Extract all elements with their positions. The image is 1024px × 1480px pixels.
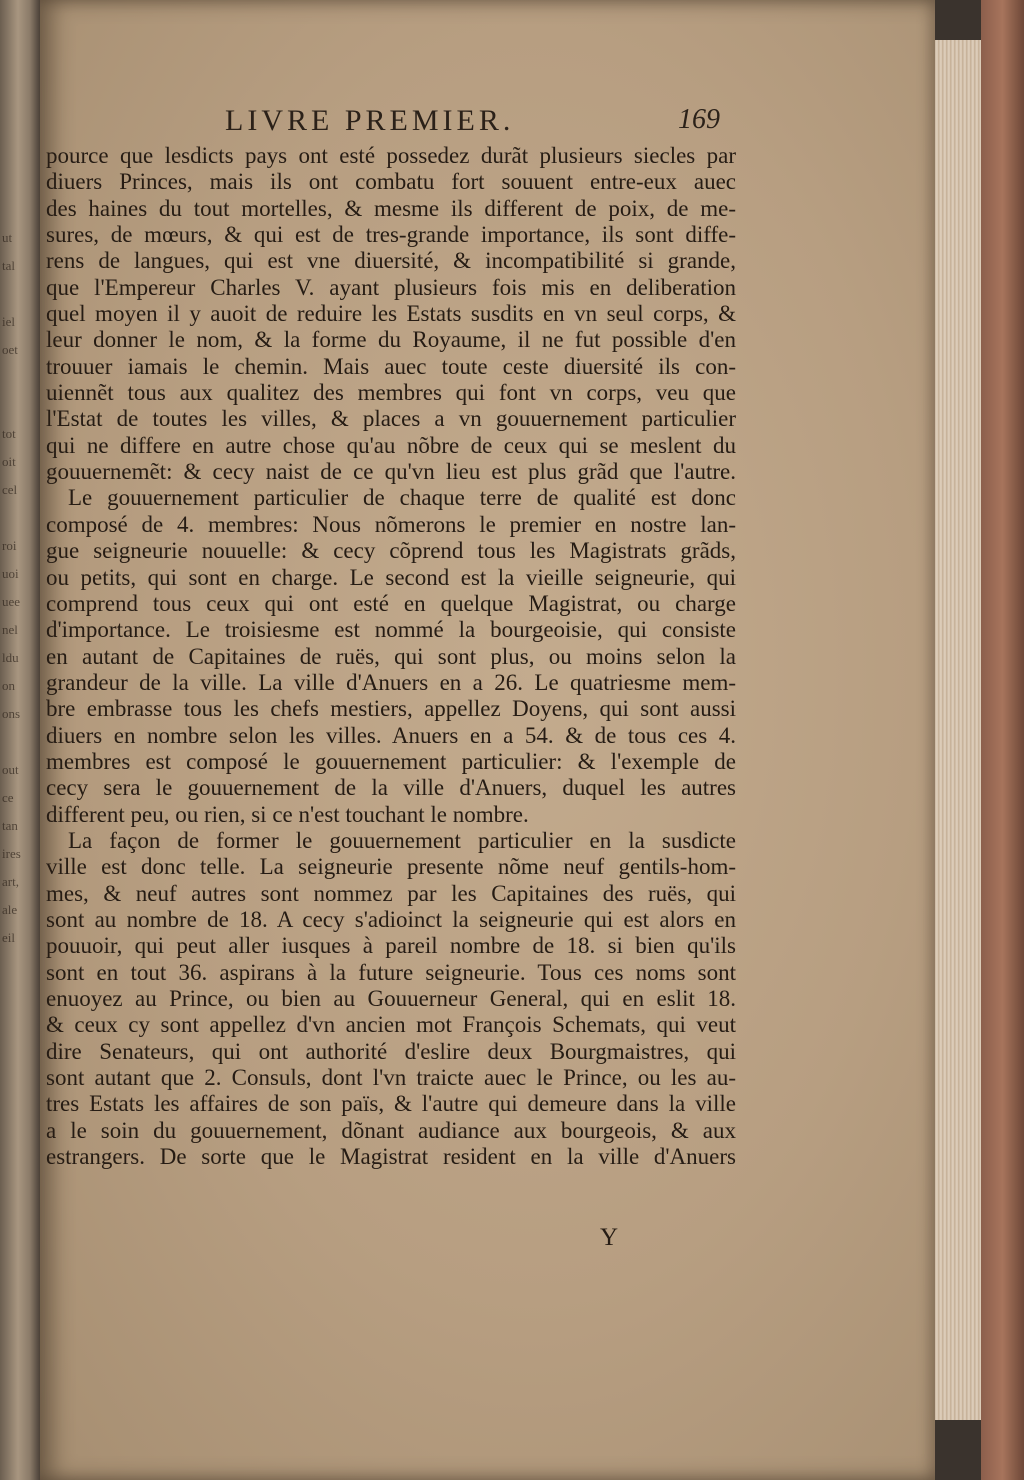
text-line: cecy sera le gouuernement de la ville d'Anuers, duquel les autres [46, 775, 736, 801]
previous-page-fragment: uee [2, 594, 21, 609]
text-line: que l'Empereur Charles V. ayant plusieurs fois mis en deliberation [46, 274, 736, 300]
book-cover-edge [981, 0, 1024, 1480]
text-line: d'importance. Le troisiesme est nommé la bourgeoisie, qui consiste [46, 617, 736, 643]
previous-page-fragment: nel [2, 622, 18, 637]
text-line: membres est composé le gouuernement particulier: & l'exemple de [46, 748, 736, 774]
body-text [46, 143, 736, 1170]
text-line: sont en tout 36. aspirans à la future seigneurie. Tous ces noms sont [46, 959, 736, 985]
text-line: uiennẽt tous aux qualitez des membres qui font vn corps, veu que [46, 380, 736, 406]
text-line: & ceux cy sont appellez d'vn ancien mot François Schemats, qui veut [46, 1012, 736, 1038]
text-line: enuoyez au Prince, ou bien au Gouuerneur General, qui en eslit 18. [46, 986, 736, 1011]
text-line: a le soin du gouuernement, dõnant audiance aux bourgeois, & aux [46, 1117, 736, 1143]
page-number: 169 [678, 104, 720, 135]
previous-page-fragment: ires [2, 846, 21, 861]
previous-page-fragment: tan [2, 818, 18, 833]
text-line: leur donner le nom, & la forme du Royaume, il ne fut possible d'en [46, 327, 736, 353]
text-line: pouuoir, qui peut aller iusques à pareil nombre de 18. si bien qu'ils [46, 933, 736, 959]
text-line: ou petits, qui sont en charge. Le second est la vieille seigneurie, qui [46, 564, 736, 590]
previous-page-fragment: oit [2, 454, 16, 469]
previous-page-fragment [2, 280, 36, 308]
text-line: grandeur de la ville. La ville d'Anuers en a 26. Le quatriesme mem- [46, 669, 736, 695]
text-line: qui ne differe en autre chose qu'au nõbre de ceux qui se meslent du [46, 432, 736, 458]
signature-mark: Y [600, 1224, 619, 1251]
running-title: LIVRE PREMIER. [225, 104, 515, 137]
text-line: quel moyen il y auoit de reduire les Estats susdits en vn seul corps, & [46, 301, 736, 327]
previous-page-fragment [2, 168, 36, 196]
text-line: en autant de Capitaines de ruës, qui sont plus, ou moins selon la [46, 643, 736, 669]
text-line: rens de langues, qui est vne diuersité, & incompatibilité si grande, [46, 248, 736, 274]
text-line: gouuernemẽt: & cecy naist de ce qu'vn lieu est plus grãd que l'autre. [46, 459, 736, 485]
previous-page-fragment: ons [2, 706, 21, 721]
previous-page-fragment [2, 392, 36, 420]
previous-page-fragment: iel [2, 314, 15, 329]
text-line: composé de 4. membres: Nous nõmerons le premier en nostre lan- [46, 511, 736, 537]
text-line: trouuer iamais le chemin. Mais auec toute ceste diuersité ils con- [46, 353, 736, 379]
previous-page-fragment [2, 728, 36, 756]
previous-page-fragment: on [2, 678, 15, 693]
text-line: diuers en nombre selon les villes. Anuers en a 54. & de tous ces 4. [46, 722, 736, 748]
text-line: Le gouuernement particulier de chaque terre de qualité est donc [68, 485, 736, 511]
text-line: l'Estat de toutes les villes, & places a vn gouuernement particulier [46, 406, 736, 432]
text-line: diuers Princes, mais ils ont combatu fort souuent entre-eux auec [46, 169, 736, 195]
book-page [40, 0, 935, 1480]
page-block-edges [935, 40, 981, 1420]
text-line: mes, & neuf autres sont nommez par les Capitaines des ruës, qui [46, 880, 736, 906]
previous-page-fragment: roi [2, 538, 17, 553]
text-line: gue seigneurie nouuelle: & cecy cõprend tous les Magistrats grãds, [46, 538, 736, 564]
text-line: ville est donc telle. La seigneurie presente nõme neuf gentils-hom- [46, 854, 736, 880]
text-line: La façon de former le gouuernement particulier en la susdicte [68, 827, 736, 853]
previous-page-fragment: eil [2, 930, 15, 945]
previous-page-fragment: ut [2, 230, 13, 245]
previous-page-fragment: tal [2, 258, 15, 273]
previous-page-fragment [2, 364, 36, 392]
text-line: pource que lesdicts pays ont esté possedez durãt plusieurs siecles par [46, 143, 736, 168]
text-line: estrangers. De sorte que le Magistrat resident en la ville d'Anuers [46, 1144, 736, 1170]
previous-page-fragment: ce [2, 790, 14, 805]
text-line: tres Estats les affaires de son païs, & l'autre qui demeure dans la ville [46, 1091, 736, 1117]
previous-page-fragment: art, [2, 874, 19, 889]
previous-page-fragment: oet [2, 342, 18, 357]
previous-page-fragment [2, 504, 36, 532]
previous-page-fragment: out [2, 762, 19, 777]
text-line: sures, de mœurs, & qui est de tres-grande importance, ils sont diffe- [46, 222, 736, 248]
text-line: different peu, ou rien, si ce n'est touchant le nombre. [46, 801, 529, 827]
previous-page-fragment [2, 952, 36, 980]
running-head [40, 104, 935, 140]
previous-page-fragment: tot [2, 426, 16, 441]
text-line: comprend tous ceux qui ont esté en quelque Magistrat, ou charge [46, 590, 736, 616]
text-line: sont au nombre de 18. A cecy s'adioinct la seigneurie qui est alors en [46, 906, 736, 932]
text-line: dire Senateurs, qui ont authorité d'eslire deux Bourgmaistres, qui [46, 1038, 736, 1064]
previous-page-fragment: uoi [2, 566, 19, 581]
text-line: des haines du tout mortelles, & mesme ils different de poix, de me- [46, 195, 736, 221]
previous-page-edge [0, 0, 40, 1480]
previous-page-fragment: ale [2, 902, 18, 917]
previous-page-fragment [2, 140, 36, 168]
previous-page-fragment: cel [2, 482, 18, 497]
text-line: bre embrasse tous les chefs mestiers, appellez Doyens, qui sont aussi [46, 696, 736, 722]
previous-page-fragment [2, 196, 36, 224]
previous-page-fragment: ldu [2, 650, 19, 665]
previous-page-text-fragments [2, 140, 36, 980]
text-line: sont autant que 2. Consuls, dont l'vn traicte auec le Prince, ou les au- [46, 1065, 736, 1091]
